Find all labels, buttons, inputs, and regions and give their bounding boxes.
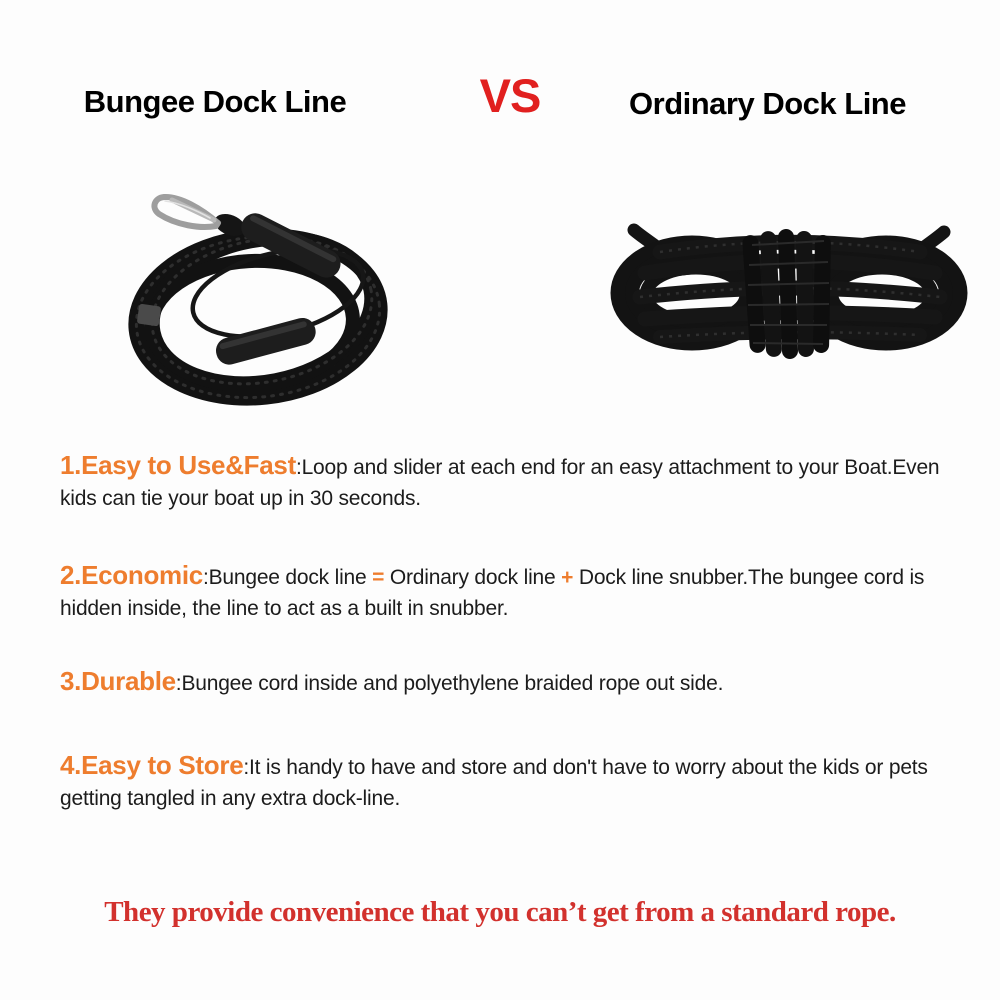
feature-item-2 — [60, 560, 948, 624]
center-wrap — [742, 229, 831, 359]
left-product-title: Bungee Dock Line — [83, 84, 347, 119]
feature-item-4 — [60, 750, 948, 814]
feature-2-body-part1: Bungee dock line — [208, 566, 373, 589]
ordinary-dock-line-photo — [600, 205, 980, 425]
equals-sign: = — [372, 566, 385, 589]
vs-label: VS — [479, 69, 541, 122]
feature-4-body: It is handy to have and store and don't have to worry about the kids or pets getting tangled in any extra dock-line. — [60, 756, 928, 810]
feature-3-body: Bungee cord inside and polyethylene braided rope out side. — [181, 672, 724, 695]
feature-4-heading: 4.Easy to Store — [60, 750, 244, 780]
feature-3-heading: 3.Durable — [60, 666, 176, 696]
feature-1-heading: 1.Easy to Use&Fast — [60, 450, 296, 480]
feature-item-1 — [60, 450, 948, 514]
feature-4-colon: : — [243, 756, 249, 779]
rope-coil — [128, 220, 387, 409]
plus-sign: + — [561, 566, 574, 589]
rope-splice-tab — [137, 304, 162, 327]
feature-2-heading: 2.Economic — [60, 560, 203, 590]
feature-3-colon: : — [175, 672, 182, 695]
carabiner-clip-icon — [154, 197, 218, 227]
foam-slider-bottom — [213, 315, 319, 367]
feature-item-3 — [60, 666, 948, 699]
rope-hank — [618, 229, 960, 359]
footer-tagline: They provide convenience that you can’t get from a standard rope. — [104, 896, 896, 928]
feature-2-body-part2: Ordinary dock line — [384, 566, 562, 589]
feature-2-body-part3: Dock line snubber.The bungee cord is hidden inside, the line to act as a built in snubber. — [60, 566, 925, 620]
right-product-title: Ordinary Dock Line — [629, 86, 906, 121]
feature-1-colon: : — [295, 456, 302, 479]
feature-2-colon: : — [202, 566, 209, 589]
feature-1-body: Loop and slider at each end for an easy attachment to your Boat.Even kids can tie your boat up in 30 seconds. — [60, 456, 940, 510]
bungee-dock-line-photo — [110, 165, 410, 425]
